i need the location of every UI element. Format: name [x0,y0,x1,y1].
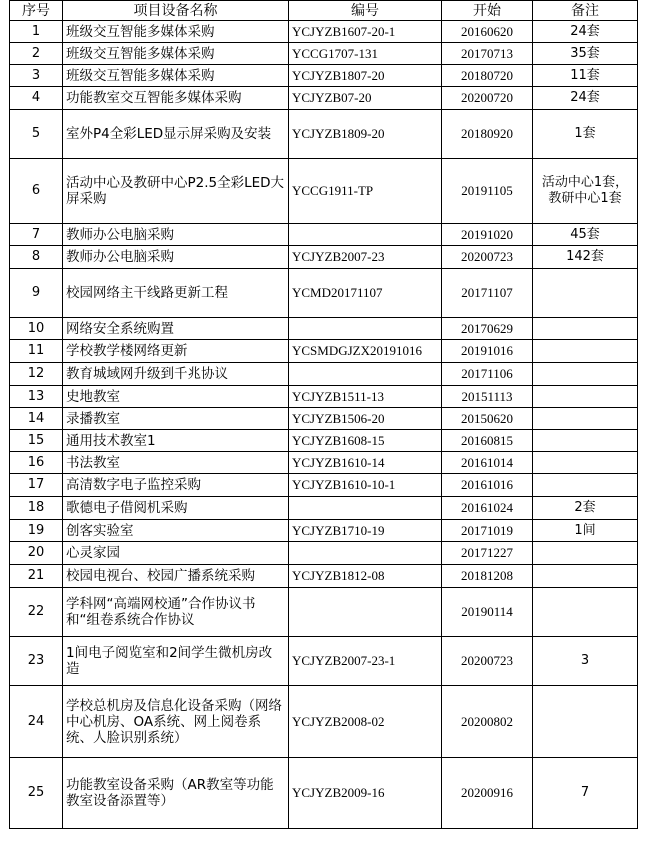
table-row [10,224,638,246]
row-note [533,408,638,430]
row-note [533,474,638,497]
row-note [533,269,638,318]
row-project-name: 歌德电子借阅机采购 [63,497,289,520]
row-code: YCJYZB1710-19 [289,520,442,542]
row-start-date: 20191016 [442,340,533,363]
table-row [10,474,638,497]
table-row [10,43,638,65]
row-start-date: 20170713 [442,43,533,65]
row-project-name: 网络安全系统购置 [63,318,289,340]
table-row [10,588,638,637]
row-start-date: 20171019 [442,520,533,542]
table-row [10,318,638,340]
header-name: 项目设备名称 [63,1,289,21]
table-row [10,408,638,430]
header-code: 编号 [289,1,442,21]
row-note [533,318,638,340]
row-start-date: 20161016 [442,474,533,497]
row-start-date: 20170629 [442,318,533,340]
row-index: 4 [10,87,63,110]
table-row [10,565,638,588]
row-note: 3 [533,637,638,686]
row-start-date: 20161024 [442,497,533,520]
table-row [10,246,638,269]
row-index: 3 [10,65,63,87]
row-index: 20 [10,542,63,565]
row-note: 45套 [533,224,638,246]
row-code: YCJYZB1809-20 [289,110,442,159]
header-note: 备注 [533,1,638,21]
row-code: YCJYZB1812-08 [289,565,442,588]
row-note [533,159,638,224]
row-project-name: 活动中心及教研中心P2.5全彩LED大屏采购 [63,159,289,224]
row-start-date: 20171106 [442,363,533,386]
row-note: 142套 [533,246,638,269]
row-project-name: 学校总机房及信息化设备采购（网络中心机房、OA系统、网上阅卷系统、人脸识别系统） [63,686,289,758]
table-row [10,21,638,43]
row-project-name: 学校教学楼网络更新 [63,340,289,363]
row-index: 24 [10,686,63,758]
row-index: 25 [10,758,63,829]
row-note [533,452,638,474]
row-start-date: 20180920 [442,110,533,159]
table-body [10,21,638,829]
row-note [533,588,638,637]
table-row [10,363,638,386]
row-project-name: 室外P4全彩LED显示屏采购及安装 [63,110,289,159]
row-code: YCJYZB1607-20-1 [289,21,442,43]
row-project-name: 校园网络主干线路更新工程 [63,269,289,318]
table-row [10,497,638,520]
row-start-date: 20180720 [442,65,533,87]
row-index: 23 [10,637,63,686]
row-project-name: 教师办公电脑采购 [63,246,289,269]
row-index: 7 [10,224,63,246]
table-row [10,340,638,363]
row-note: 35套 [533,43,638,65]
table-row [10,452,638,474]
row-project-name: 班级交互智能多媒体采购 [63,21,289,43]
table-row [10,110,638,159]
row-start-date: 20200802 [442,686,533,758]
row-note [533,686,638,758]
row-index: 15 [10,430,63,452]
row-project-name: 功能教室设备采购（AR教室等功能教室设备添置等） [63,758,289,829]
header-index: 序号 [10,1,63,21]
row-index: 2 [10,43,63,65]
row-index: 8 [10,246,63,269]
row-note [533,542,638,565]
row-code [289,497,442,520]
row-note: 1套 [533,110,638,159]
row-code: YCJYZB2007-23 [289,246,442,269]
row-start-date: 20181208 [442,565,533,588]
row-code [289,224,442,246]
row-note [533,340,638,363]
table-row [10,758,638,829]
row-start-date: 20191105 [442,159,533,224]
row-index: 6 [10,159,63,224]
row-code: YCJYZB1608-15 [289,430,442,452]
row-code: YCJYZB1807-20 [289,65,442,87]
row-code: YCJYZB1610-14 [289,452,442,474]
row-start-date: 20200720 [442,87,533,110]
table-row [10,637,638,686]
row-index: 11 [10,340,63,363]
row-note-line: 教研中心1套 [548,191,622,206]
row-index: 18 [10,497,63,520]
row-code: YCCG1911-TP [289,159,442,224]
table-row [10,159,638,224]
table-row [10,269,638,318]
row-start-date: 20151113 [442,386,533,408]
row-start-date: 20191020 [442,224,533,246]
row-code [289,542,442,565]
row-note: 7 [533,758,638,829]
row-project-name: 教育城域网升级到千兆协议 [63,363,289,386]
row-code: YCMD20171107 [289,269,442,318]
row-code: YCJYZB2009-16 [289,758,442,829]
row-start-date: 20160620 [442,21,533,43]
row-note [533,363,638,386]
row-index: 14 [10,408,63,430]
row-project-name: 创客实验室 [63,520,289,542]
table-row [10,542,638,565]
table-row [10,386,638,408]
row-code: YCJYZB2007-23-1 [289,637,442,686]
row-start-date: 20171107 [442,269,533,318]
row-start-date: 20200723 [442,246,533,269]
row-code: YCCG1707-131 [289,43,442,65]
row-start-date: 20190114 [442,588,533,637]
row-code [289,363,442,386]
row-project-name: 书法教室 [63,452,289,474]
row-start-date: 20200916 [442,758,533,829]
row-note: 24套 [533,87,638,110]
table-row [10,520,638,542]
row-project-name: 班级交互智能多媒体采购 [63,65,289,87]
row-project-name: 1间电子阅览室和2间学生微机房改造 [63,637,289,686]
row-code: YCJYZB07-20 [289,87,442,110]
row-index: 21 [10,565,63,588]
row-index: 22 [10,588,63,637]
row-note [533,430,638,452]
row-project-name: 教师办公电脑采购 [63,224,289,246]
row-project-name: 功能教室交互智能多媒体采购 [63,87,289,110]
row-code: YCJYZB2008-02 [289,686,442,758]
row-index: 13 [10,386,63,408]
row-index: 19 [10,520,63,542]
row-code: YCJYZB1506-20 [289,408,442,430]
row-note-line: 活动中心1套， [541,175,629,190]
row-project-name: 通用技术教室1 [63,430,289,452]
row-code [289,588,442,637]
row-note [533,386,638,408]
row-index: 12 [10,363,63,386]
table-row [10,65,638,87]
row-note: 24套 [533,21,638,43]
header-start: 开始 [442,1,533,21]
row-code: YCSMDGJZX20191016 [289,340,442,363]
row-start-date: 20200723 [442,637,533,686]
row-project-name: 高清数字电子监控采购 [63,474,289,497]
row-code: YCJYZB1610-10-1 [289,474,442,497]
row-start-date: 20171227 [442,542,533,565]
row-note: 1间 [533,520,638,542]
row-index: 17 [10,474,63,497]
row-code: YCJYZB1511-13 [289,386,442,408]
row-start-date: 20161014 [442,452,533,474]
row-start-date: 20160815 [442,430,533,452]
row-code [289,318,442,340]
row-start-date: 20150620 [442,408,533,430]
table-row [10,430,638,452]
row-index: 5 [10,110,63,159]
row-note: 11套 [533,65,638,87]
row-note [533,565,638,588]
row-index: 16 [10,452,63,474]
project-table [9,0,638,829]
row-project-name: 班级交互智能多媒体采购 [63,43,289,65]
header-row [10,1,638,21]
row-index: 10 [10,318,63,340]
table-row [10,686,638,758]
table-row [10,87,638,110]
row-project-name: 录播教室 [63,408,289,430]
row-note: 2套 [533,497,638,520]
row-index: 9 [10,269,63,318]
row-project-name: 校园电视台、校园广播系统采购 [63,565,289,588]
row-project-name: 心灵家园 [63,542,289,565]
row-project-name: 学科网“高端网校通”合作协议书和“组卷系统合作协议 [63,588,289,637]
row-project-name: 史地教室 [63,386,289,408]
row-index: 1 [10,21,63,43]
